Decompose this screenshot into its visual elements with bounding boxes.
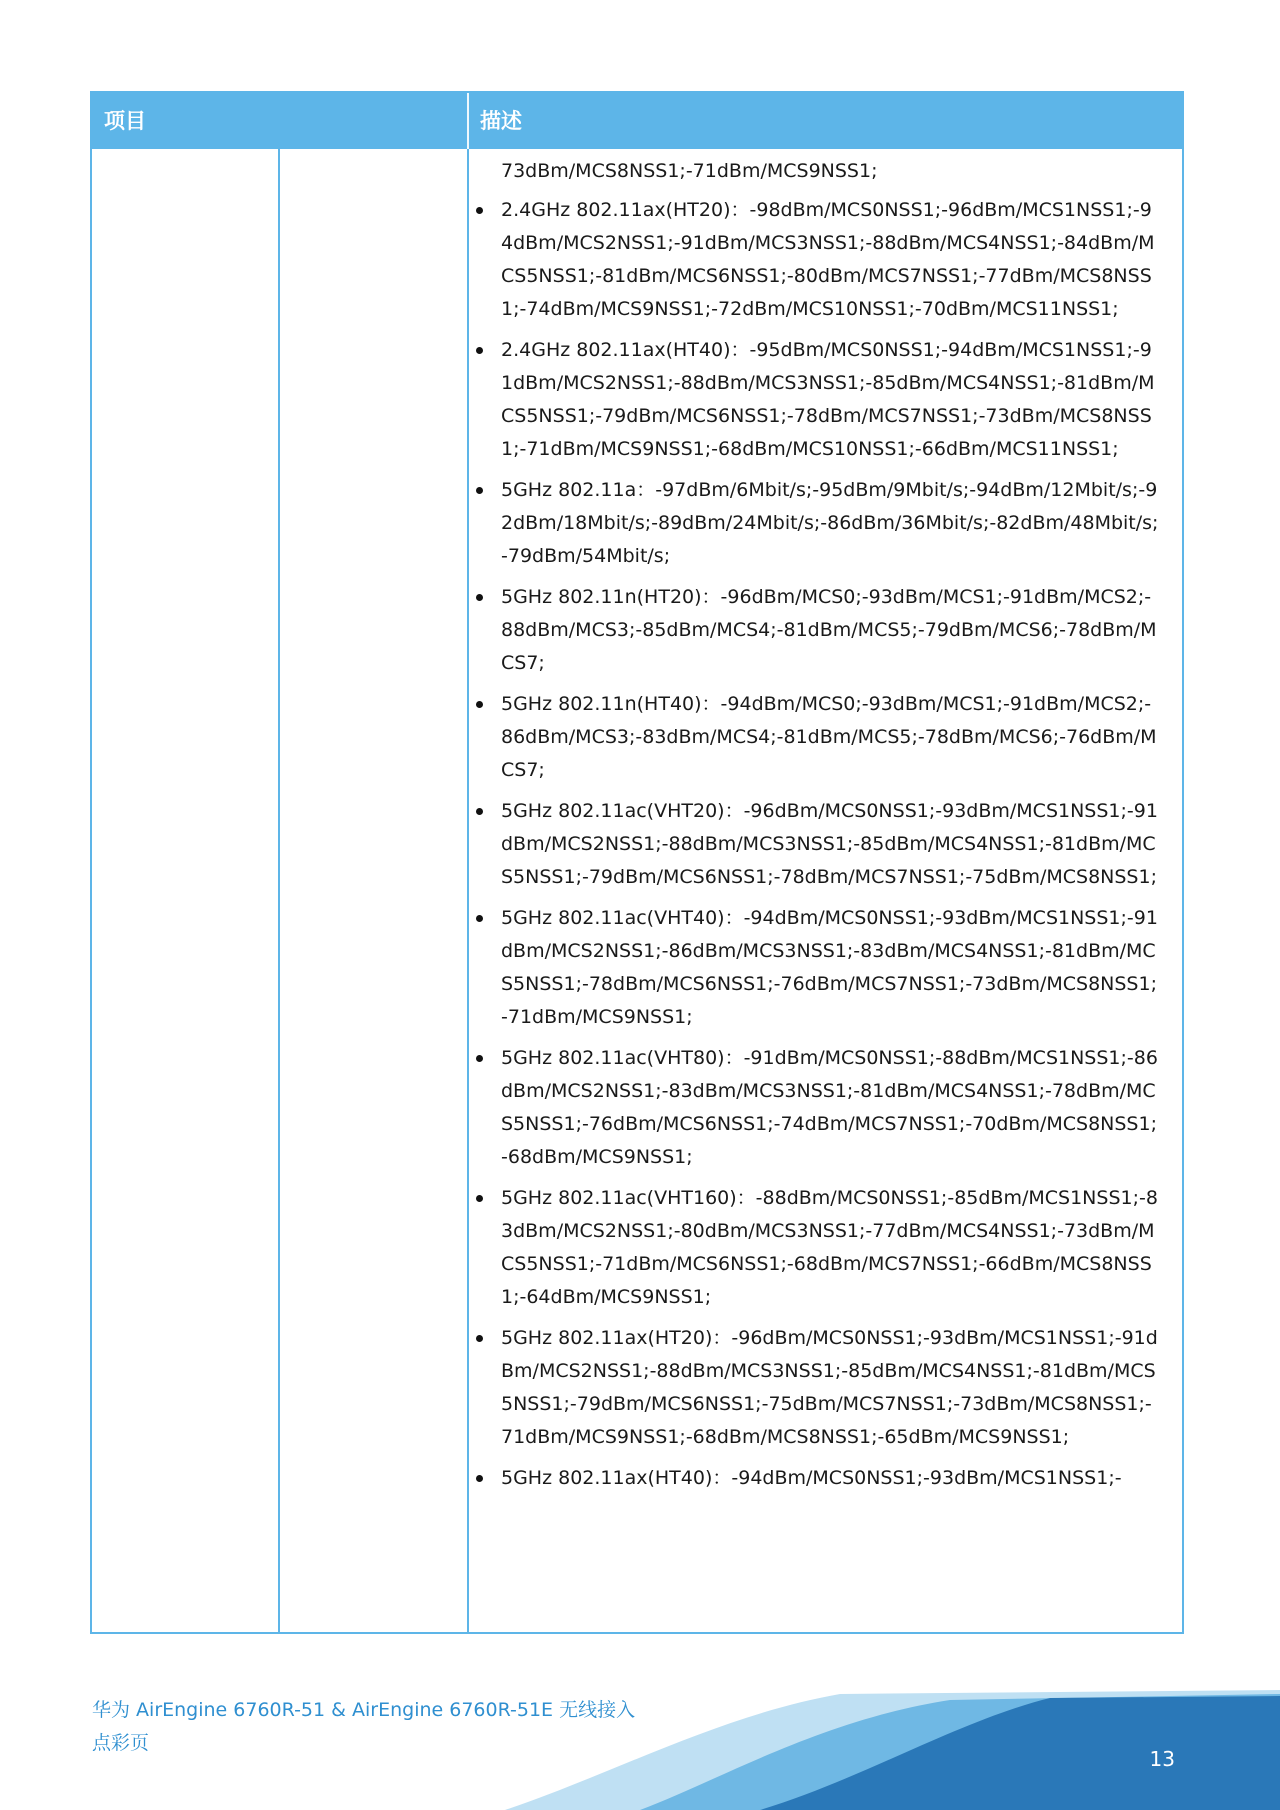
bullet-icon: [476, 1335, 483, 1342]
bullet-icon: [476, 808, 483, 815]
page-number: 13: [1149, 1747, 1175, 1771]
header-item: 项目: [104, 109, 146, 133]
bullet-icon: [476, 347, 483, 354]
footer-title: 华为 AirEngine 6760R-51 & AirEngine 6760R-51E 无线接入点彩页: [92, 1699, 636, 1754]
table-header: [92, 93, 1182, 149]
header-divider: [467, 93, 469, 149]
list-item-text: 5GHz 802.11n(HT20)：-96dBm/MCS0;-93dBm/MCS1;-91dBm/MCS2;-88dBm/MCS3;-85dBm/MCS4;-81dBm/MCS5;-79dBm/MCS6;-78dBm/MCS7;: [501, 586, 1157, 674]
bullet-icon: [476, 207, 483, 214]
list-item-text: 5GHz 802.11ax(HT20)：-96dBm/MCS0NSS1;-93dBm/MCS1NSS1;-91dBm/MCS2NSS1;-88dBm/MCS3NSS1;-85dBm/MCS4NSS1;-81dBm/MCS5NSS1;-79dBm/MCS6NSS1;-75dBm/MCS7NSS1;-73dBm/MCS8NSS1;-71dBm/MCS9NSS1;-68dBm/MCS8NSS1;-65dBm/MCS9NSS1;: [501, 1327, 1158, 1448]
bullet-icon: [476, 1475, 483, 1482]
bullet-icon: [476, 1055, 483, 1062]
list-item: [469, 1322, 1161, 1454]
header-description: 描述: [480, 109, 522, 133]
bullet-icon: [476, 701, 483, 708]
page-footer: [0, 1680, 1280, 1810]
list-item: [469, 1042, 1161, 1174]
list-item: [469, 474, 1161, 573]
list-item-text: 5GHz 802.11ac(VHT20)：-96dBm/MCS0NSS1;-93dBm/MCS1NSS1;-91dBm/MCS2NSS1;-88dBm/MCS3NSS1;-85dBm/MCS4NSS1;-81dBm/MCS5NSS1;-79dBm/MCS6NSS1;-78dBm/MCS7NSS1;-75dBm/MCS8NSS1;: [501, 800, 1158, 888]
list-item-text: 2.4GHz 802.11ax(HT20)：-98dBm/MCS0NSS1;-96dBm/MCS1NSS1;-94dBm/MCS2NSS1;-91dBm/MCS3NSS1;-88dBm/MCS4NSS1;-84dBm/MCS5NSS1;-81dBm/MCS6NSS1;-80dBm/MCS7NSS1;-77dBm/MCS8NSS1;-74dBm/MCS9NSS1;-72dBm/MCS10NSS1;-70dBm/MCS11NSS1;: [501, 199, 1155, 320]
bullet-list: [469, 194, 1161, 1503]
list-item: [469, 795, 1161, 894]
description-cell: [469, 149, 1182, 1632]
bullet-icon: [476, 594, 483, 601]
list-item-text: 5GHz 802.11n(HT40)：-94dBm/MCS0;-93dBm/MCS1;-91dBm/MCS2;-86dBm/MCS3;-83dBm/MCS4;-81dBm/MCS5;-78dBm/MCS6;-76dBm/MCS7;: [501, 693, 1157, 781]
list-item: [469, 688, 1161, 787]
bullet-icon: [476, 915, 483, 922]
list-item: [469, 581, 1161, 680]
list-item-text: 5GHz 802.11ac(VHT40)：-94dBm/MCS0NSS1;-93dBm/MCS1NSS1;-91dBm/MCS2NSS1;-86dBm/MCS3NSS1;-83dBm/MCS4NSS1;-81dBm/MCS5NSS1;-78dBm/MCS6NSS1;-76dBm/MCS7NSS1;-73dBm/MCS8NSS1;-71dBm/MCS9NSS1;: [501, 907, 1158, 1028]
list-item: [469, 194, 1161, 326]
column-divider-1: [278, 149, 280, 1632]
list-item-text: 5GHz 802.11ac(VHT160)：-88dBm/MCS0NSS1;-85dBm/MCS1NSS1;-83dBm/MCS2NSS1;-80dBm/MCS3NSS1;-77dBm/MCS4NSS1;-73dBm/MCS5NSS1;-71dBm/MCS6NSS1;-68dBm/MCS7NSS1;-66dBm/MCS8NSS1;-64dBm/MCS9NSS1;: [501, 1187, 1158, 1308]
list-item: [469, 902, 1161, 1034]
list-item-text: 5GHz 802.11ax(HT40)：-94dBm/MCS0NSS1;-93dBm/MCS1NSS1;-: [501, 1467, 1122, 1489]
list-item-text: 2.4GHz 802.11ax(HT40)：-95dBm/MCS0NSS1;-94dBm/MCS1NSS1;-91dBm/MCS2NSS1;-88dBm/MCS3NSS1;-85dBm/MCS4NSS1;-81dBm/MCS5NSS1;-79dBm/MCS6NSS1;-78dBm/MCS7NSS1;-73dBm/MCS8NSS1;-71dBm/MCS9NSS1;-68dBm/MCS10NSS1;-66dBm/MCS11NSS1;: [501, 339, 1155, 460]
continuation-line: 73dBm/MCS8NSS1;-71dBm/MCS9NSS1;: [501, 160, 878, 182]
spec-table: [90, 91, 1184, 1634]
list-item-text: 5GHz 802.11a：-97dBm/6Mbit/s;-95dBm/9Mbit/s;-94dBm/12Mbit/s;-92dBm/18Mbit/s;-89dBm/24Mbit/s;-86dBm/36Mbit/s;-82dBm/48Mbit/s;-79dBm/54Mbit/s;: [501, 479, 1159, 567]
list-item-text: 5GHz 802.11ac(VHT80)：-91dBm/MCS0NSS1;-88dBm/MCS1NSS1;-86dBm/MCS2NSS1;-83dBm/MCS3NSS1;-81dBm/MCS4NSS1;-78dBm/MCS5NSS1;-76dBm/MCS6NSS1;-74dBm/MCS7NSS1;-70dBm/MCS8NSS1;-68dBm/MCS9NSS1;: [501, 1047, 1158, 1168]
bullet-icon: [476, 1195, 483, 1202]
list-item: [469, 334, 1161, 466]
list-item: [469, 1462, 1161, 1495]
bullet-icon: [476, 487, 483, 494]
list-item: [469, 1182, 1161, 1314]
